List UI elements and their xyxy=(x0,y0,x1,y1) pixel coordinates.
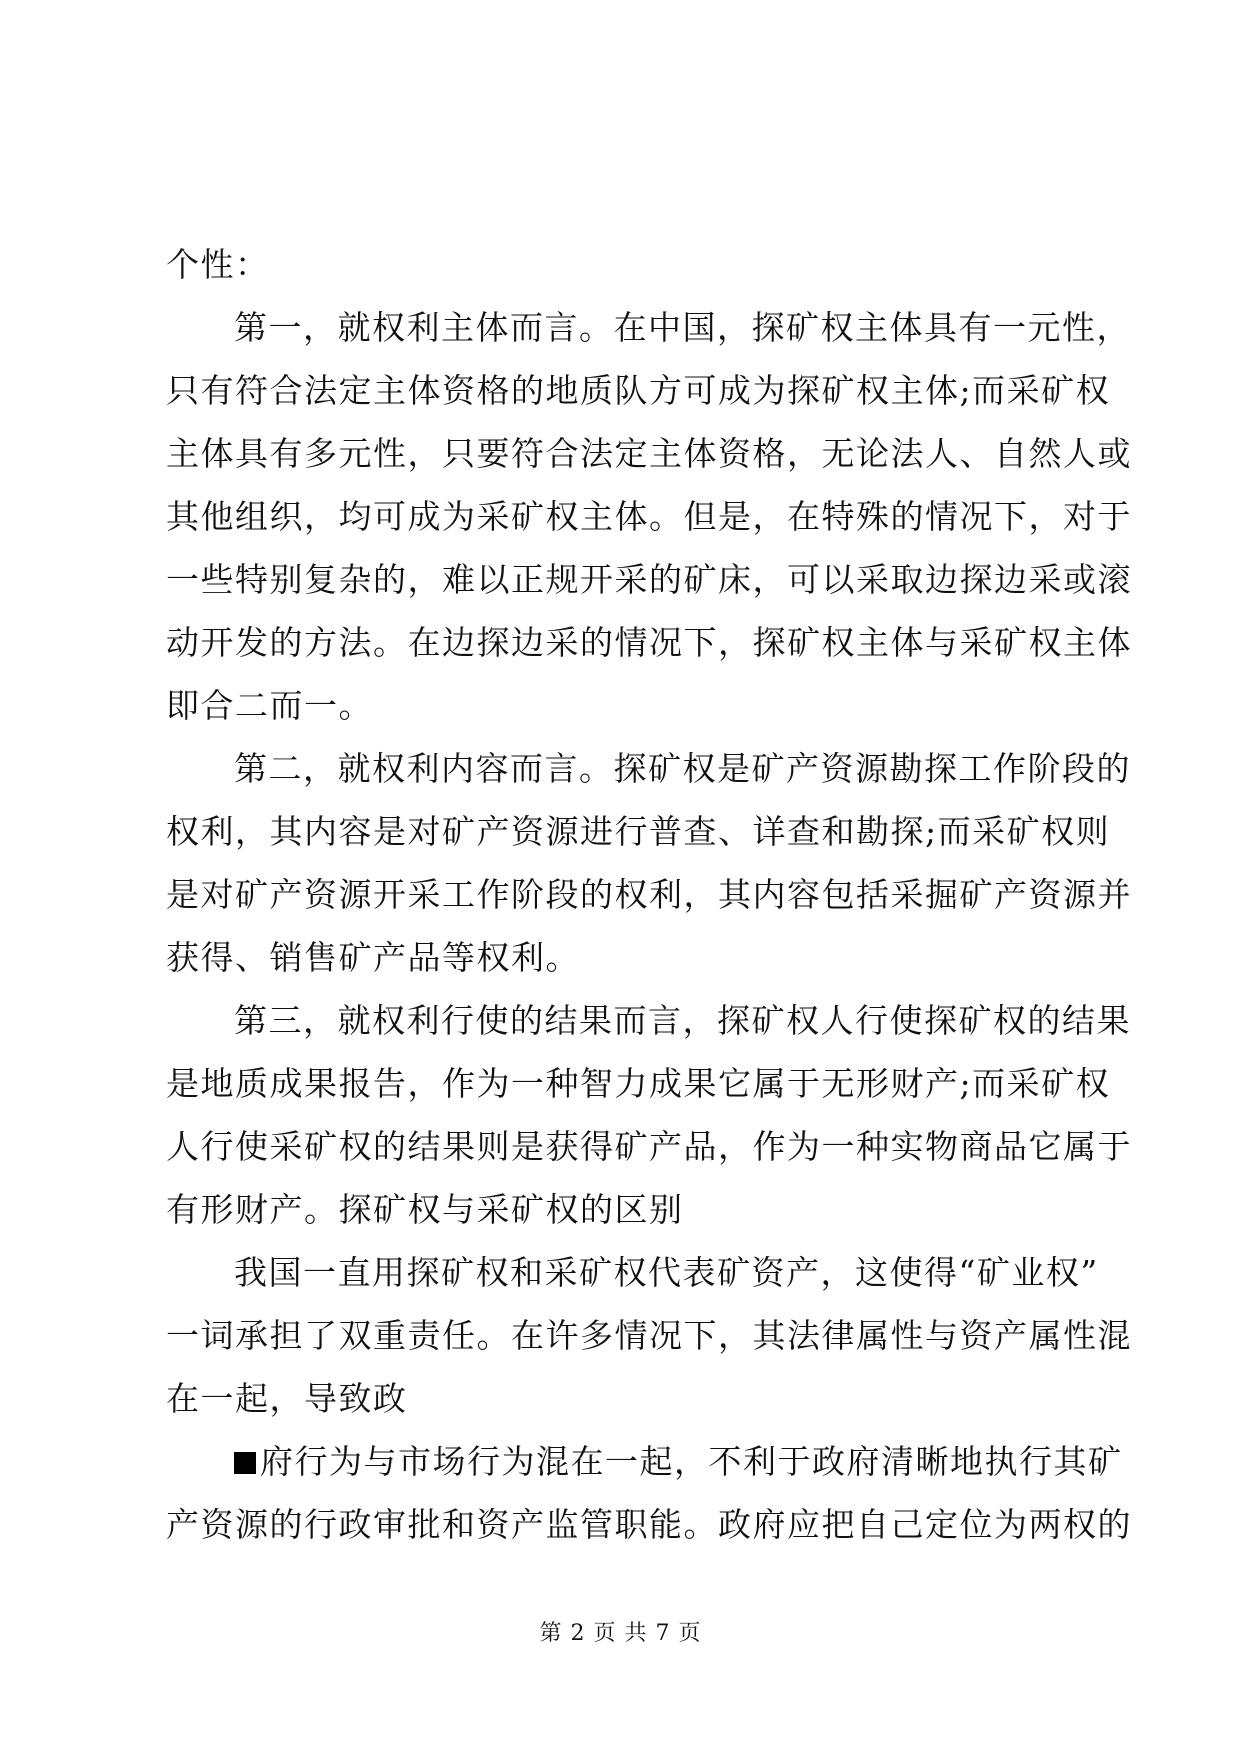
text-line: 产资源的行政审批和资产监管职能。政府应把自己定位为两权的 xyxy=(166,1505,1132,1544)
text-line: 主体具有多元性，只要符合法定主体资格，无论法人、自然人或 xyxy=(166,434,1132,473)
paragraph-start-line: 第二，就权利内容而言。探矿权是矿产资源勘探工作阶段的 xyxy=(234,749,1131,788)
text-line: 一些特别复杂的，难以正规开采的矿床，可以采取边探边采或滚 xyxy=(166,560,1132,599)
text-line: 动开发的方法。在边探边采的情况下，探矿权主体与采矿权主体 xyxy=(166,623,1132,662)
text-line: 有形财产。探矿权与采矿权的区别 xyxy=(166,1190,684,1229)
text-line: 即合二而一。 xyxy=(166,686,373,725)
text-line: 是地质成果报告，作为一种智力成果它属于无形财产;而采矿权 xyxy=(166,1064,1111,1103)
text-line: 只有符合法定主体资格的地质队方可成为探矿权主体;而采矿权 xyxy=(166,371,1111,410)
text-line: 一词承担了双重责任。在许多情况下，其法律属性与资产属性混 xyxy=(166,1316,1132,1355)
text-line: 获得、销售矿产品等权利。 xyxy=(166,938,580,977)
paragraph-start-line: 第三，就权利行使的结果而言，探矿权人行使探矿权的结果 xyxy=(234,1001,1131,1040)
black-square-icon xyxy=(234,1452,256,1474)
text-line: 在一起，导致政 xyxy=(166,1379,408,1418)
text-line: 个性： xyxy=(166,245,270,284)
line-text: 府行为与市场行为混在一起，不利于政府清晰地执行其矿 xyxy=(260,1442,1123,1481)
page-footer: 第 2 页 共 7 页 xyxy=(539,1621,702,1646)
text-line: 人行使采矿权的结果则是获得矿产品，作为一种实物商品它属于 xyxy=(166,1127,1132,1166)
body-text xyxy=(166,233,1132,1556)
paragraph-start-line: 我国一直用探矿权和采矿权代表矿资产，这使得“矿业权” xyxy=(234,1253,1099,1292)
paragraph-start-line: 第一，就权利主体而言。在中国，探矿权主体具有一元性， xyxy=(234,308,1131,347)
paragraph-start-line xyxy=(166,1430,1123,1493)
text-line: 其他组织，均可成为采矿权主体。但是，在特殊的情况下，对于 xyxy=(166,497,1132,536)
text-line: 权利，其内容是对矿产资源进行普查、详查和勘探;而采矿权则 xyxy=(166,812,1111,851)
text-line: 是对矿产资源开采工作阶段的权利，其内容包括采掘矿产资源并 xyxy=(166,875,1132,914)
